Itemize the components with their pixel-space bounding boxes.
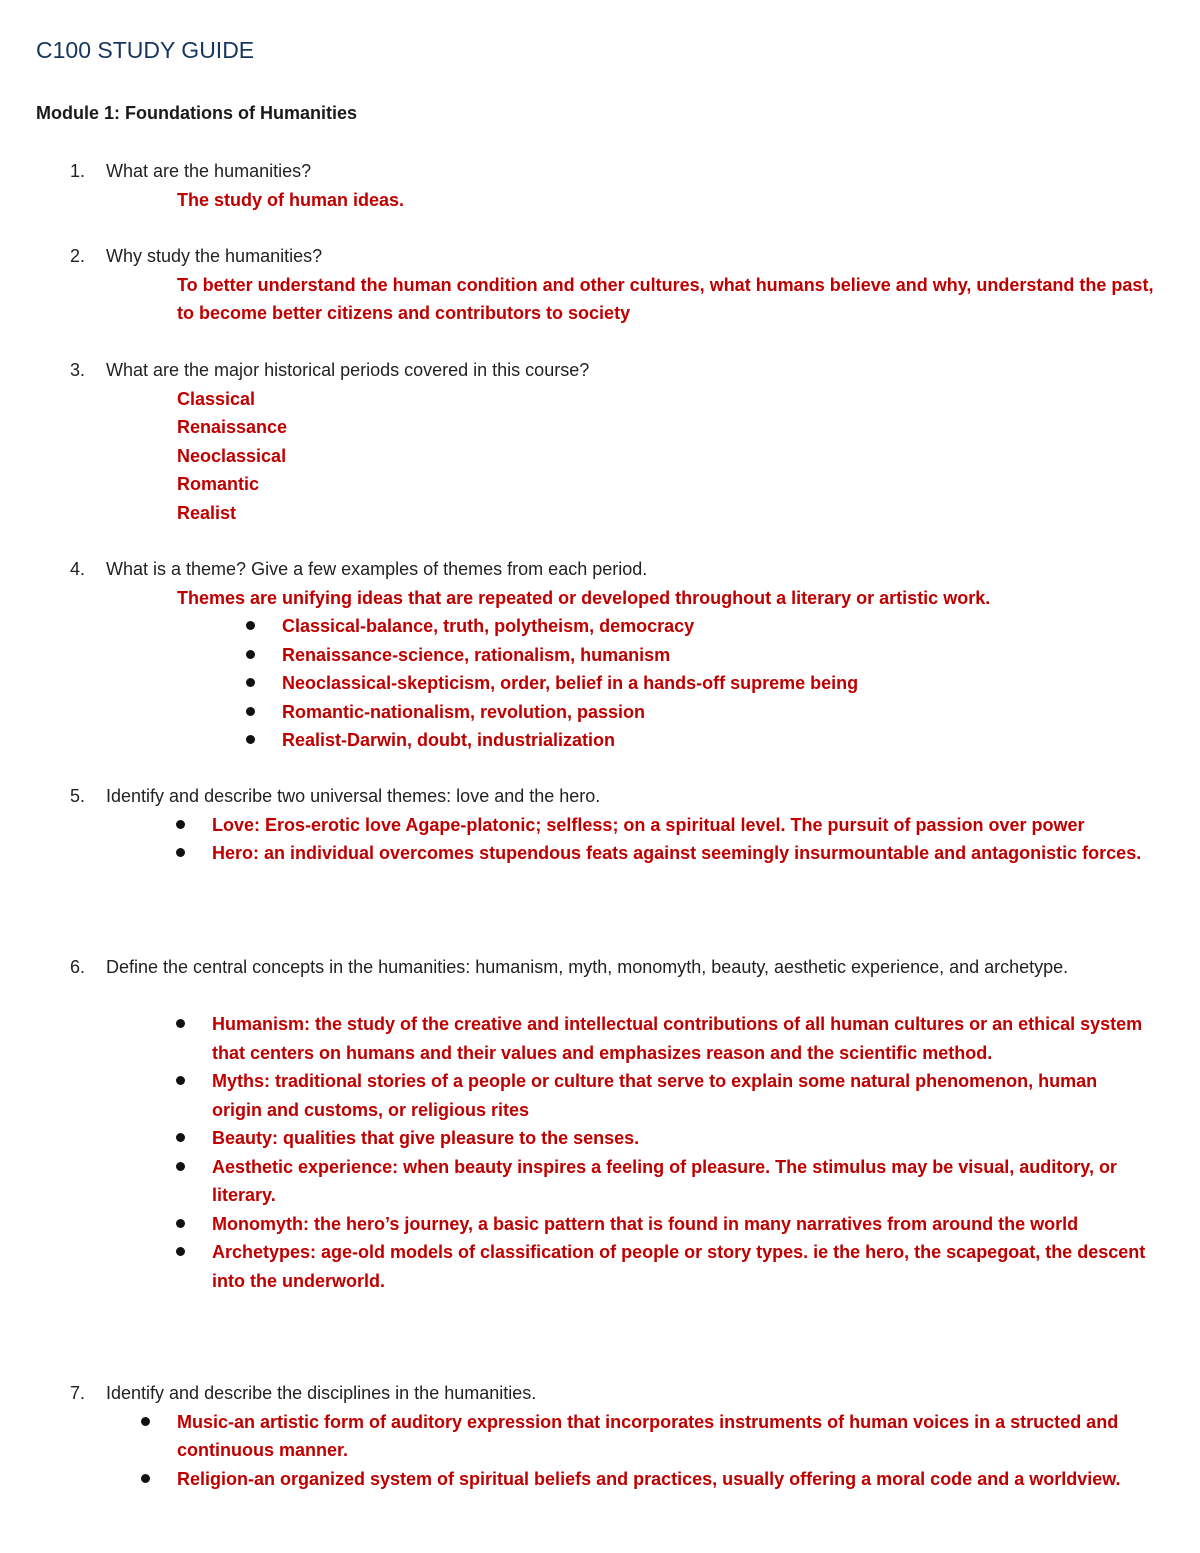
bullet-item <box>212 1010 1152 1067</box>
question-number: 1. <box>70 161 86 181</box>
bullet-text: Beauty: qualities that give pleasure to the senses. <box>212 1128 640 1148</box>
bullet-item <box>212 839 1142 868</box>
period-item: Neoclassical <box>177 445 287 466</box>
document-title: C100 STUDY GUIDE <box>36 37 255 63</box>
bullet-item <box>282 669 1162 698</box>
bullet-icon <box>176 820 185 829</box>
module-title: Module 1: Foundations of Humanities <box>36 103 357 123</box>
bullet-icon <box>176 1162 185 1171</box>
bullet-item <box>282 698 1162 727</box>
bullet-icon <box>176 1076 185 1085</box>
question-number: 7. <box>70 1383 86 1403</box>
question-text: Why study the humanities? <box>106 246 323 266</box>
question-number: 2. <box>70 246 86 266</box>
bullet-text: Romantic-nationalism, revolution, passion <box>282 701 646 722</box>
bullet-item <box>212 811 1142 840</box>
period-item: Classical <box>177 388 256 409</box>
bullet-text: Hero: an individual overcomes stupendous feats against seemingly insurmountable and antagonistic forces. <box>212 843 1142 863</box>
bullet-text: Classical-balance, truth, polytheism, democracy <box>282 616 695 636</box>
question-number: 3. <box>70 360 86 380</box>
bullet-icon <box>246 735 255 744</box>
bullet-icon <box>176 1133 185 1142</box>
bullet-icon <box>176 1019 185 1028</box>
bullet-icon <box>246 707 255 716</box>
universal-theme-bullet-list <box>212 811 1142 868</box>
bullet-icon <box>176 1247 185 1256</box>
bullet-text: Monomyth: the hero’s journey, a basic pattern that is found in many narratives from around the world <box>212 1213 1079 1234</box>
bullet-text: Realist-Darwin, doubt, industrialization <box>282 730 616 750</box>
bullet-text: Neoclassical-skepticism, order, belief in a hands-off supreme being <box>282 673 859 693</box>
period-item: Romantic <box>177 474 260 494</box>
bullet-text: Love: Eros-erotic love Agape-platonic; selfless; on a spiritual level. The pursuit of passion over power <box>212 814 1085 835</box>
period-list <box>177 385 287 528</box>
question-number: 6. <box>70 957 86 977</box>
question-text: What are the humanities? <box>106 161 312 181</box>
bullet-text: Music-an artistic form of auditory expression that incorporates instruments of human voices in a structed and continuous manner. <box>177 1411 1119 1460</box>
bullet-item <box>212 1124 1152 1153</box>
answer-text: The study of human ideas. <box>177 189 405 210</box>
bullet-item <box>177 1465 1162 1494</box>
bullet-icon <box>246 678 255 687</box>
bullet-icon <box>246 650 255 659</box>
period-item: Renaissance <box>177 417 288 437</box>
question-number: 4. <box>70 559 86 579</box>
bullet-item <box>177 1408 1162 1465</box>
bullet-item <box>282 641 1162 670</box>
bullet-text: Aesthetic experience: when beauty inspires a feeling of pleasure. The stimulus may be visual, auditory, or literary. <box>212 1156 1117 1205</box>
bullet-icon <box>176 848 185 857</box>
bullet-item <box>282 612 1162 641</box>
period-item: Realist <box>177 502 237 523</box>
answer-text: To better understand the human condition and other cultures, what humans believe and why, understand the past, to become better citizens and contributors to society <box>177 274 1154 323</box>
bullet-item <box>212 1153 1152 1210</box>
question-text: Identify and describe the disciplines in the humanities. <box>106 1383 537 1403</box>
bullet-item <box>212 1067 1152 1124</box>
bullet-icon <box>141 1417 150 1426</box>
bullet-text: Archetypes: age-old models of classification of people or story types. ie the hero, the scapegoat, the descent into the underworld. <box>212 1242 1146 1291</box>
question-text: What are the major historical periods covered in this course? <box>106 360 590 380</box>
concept-bullet-list <box>212 1010 1152 1295</box>
theme-bullet-list <box>282 612 1162 755</box>
discipline-bullet-list <box>177 1408 1162 1494</box>
bullet-icon <box>246 621 255 630</box>
bullet-text: Myths: traditional stories of a people or culture that serve to explain some natural phenomenon, human origin and customs, or religious rites <box>212 1071 1098 1120</box>
bullet-item <box>282 726 1162 755</box>
bullet-item <box>212 1238 1152 1295</box>
bullet-icon <box>141 1474 150 1483</box>
question-number: 5. <box>70 786 86 806</box>
answer-text: Themes are unifying ideas that are repeated or developed throughout a literary or artistic work. <box>177 587 991 608</box>
bullet-item <box>212 1210 1152 1239</box>
question-text: What is a theme? Give a few examples of themes from each period. <box>106 559 648 579</box>
bullet-icon <box>176 1219 185 1228</box>
question-text: Define the central concepts in the humanities: humanism, myth, monomyth, beauty, aesthetic experience, and archetype. <box>106 957 1069 977</box>
bullet-text: Religion-an organized system of spiritual beliefs and practices, usually offering a moral code and a worldview. <box>177 1468 1121 1489</box>
bullet-text: Humanism: the study of the creative and intellectual contributions of all human cultures or an ethical system that centers on humans and their values and emphasizes reason and the scientific method. <box>212 1014 1143 1063</box>
question-text: Identify and describe two universal themes: love and the hero. <box>106 786 601 806</box>
bullet-text: Renaissance-science, rationalism, humanism <box>282 644 671 665</box>
